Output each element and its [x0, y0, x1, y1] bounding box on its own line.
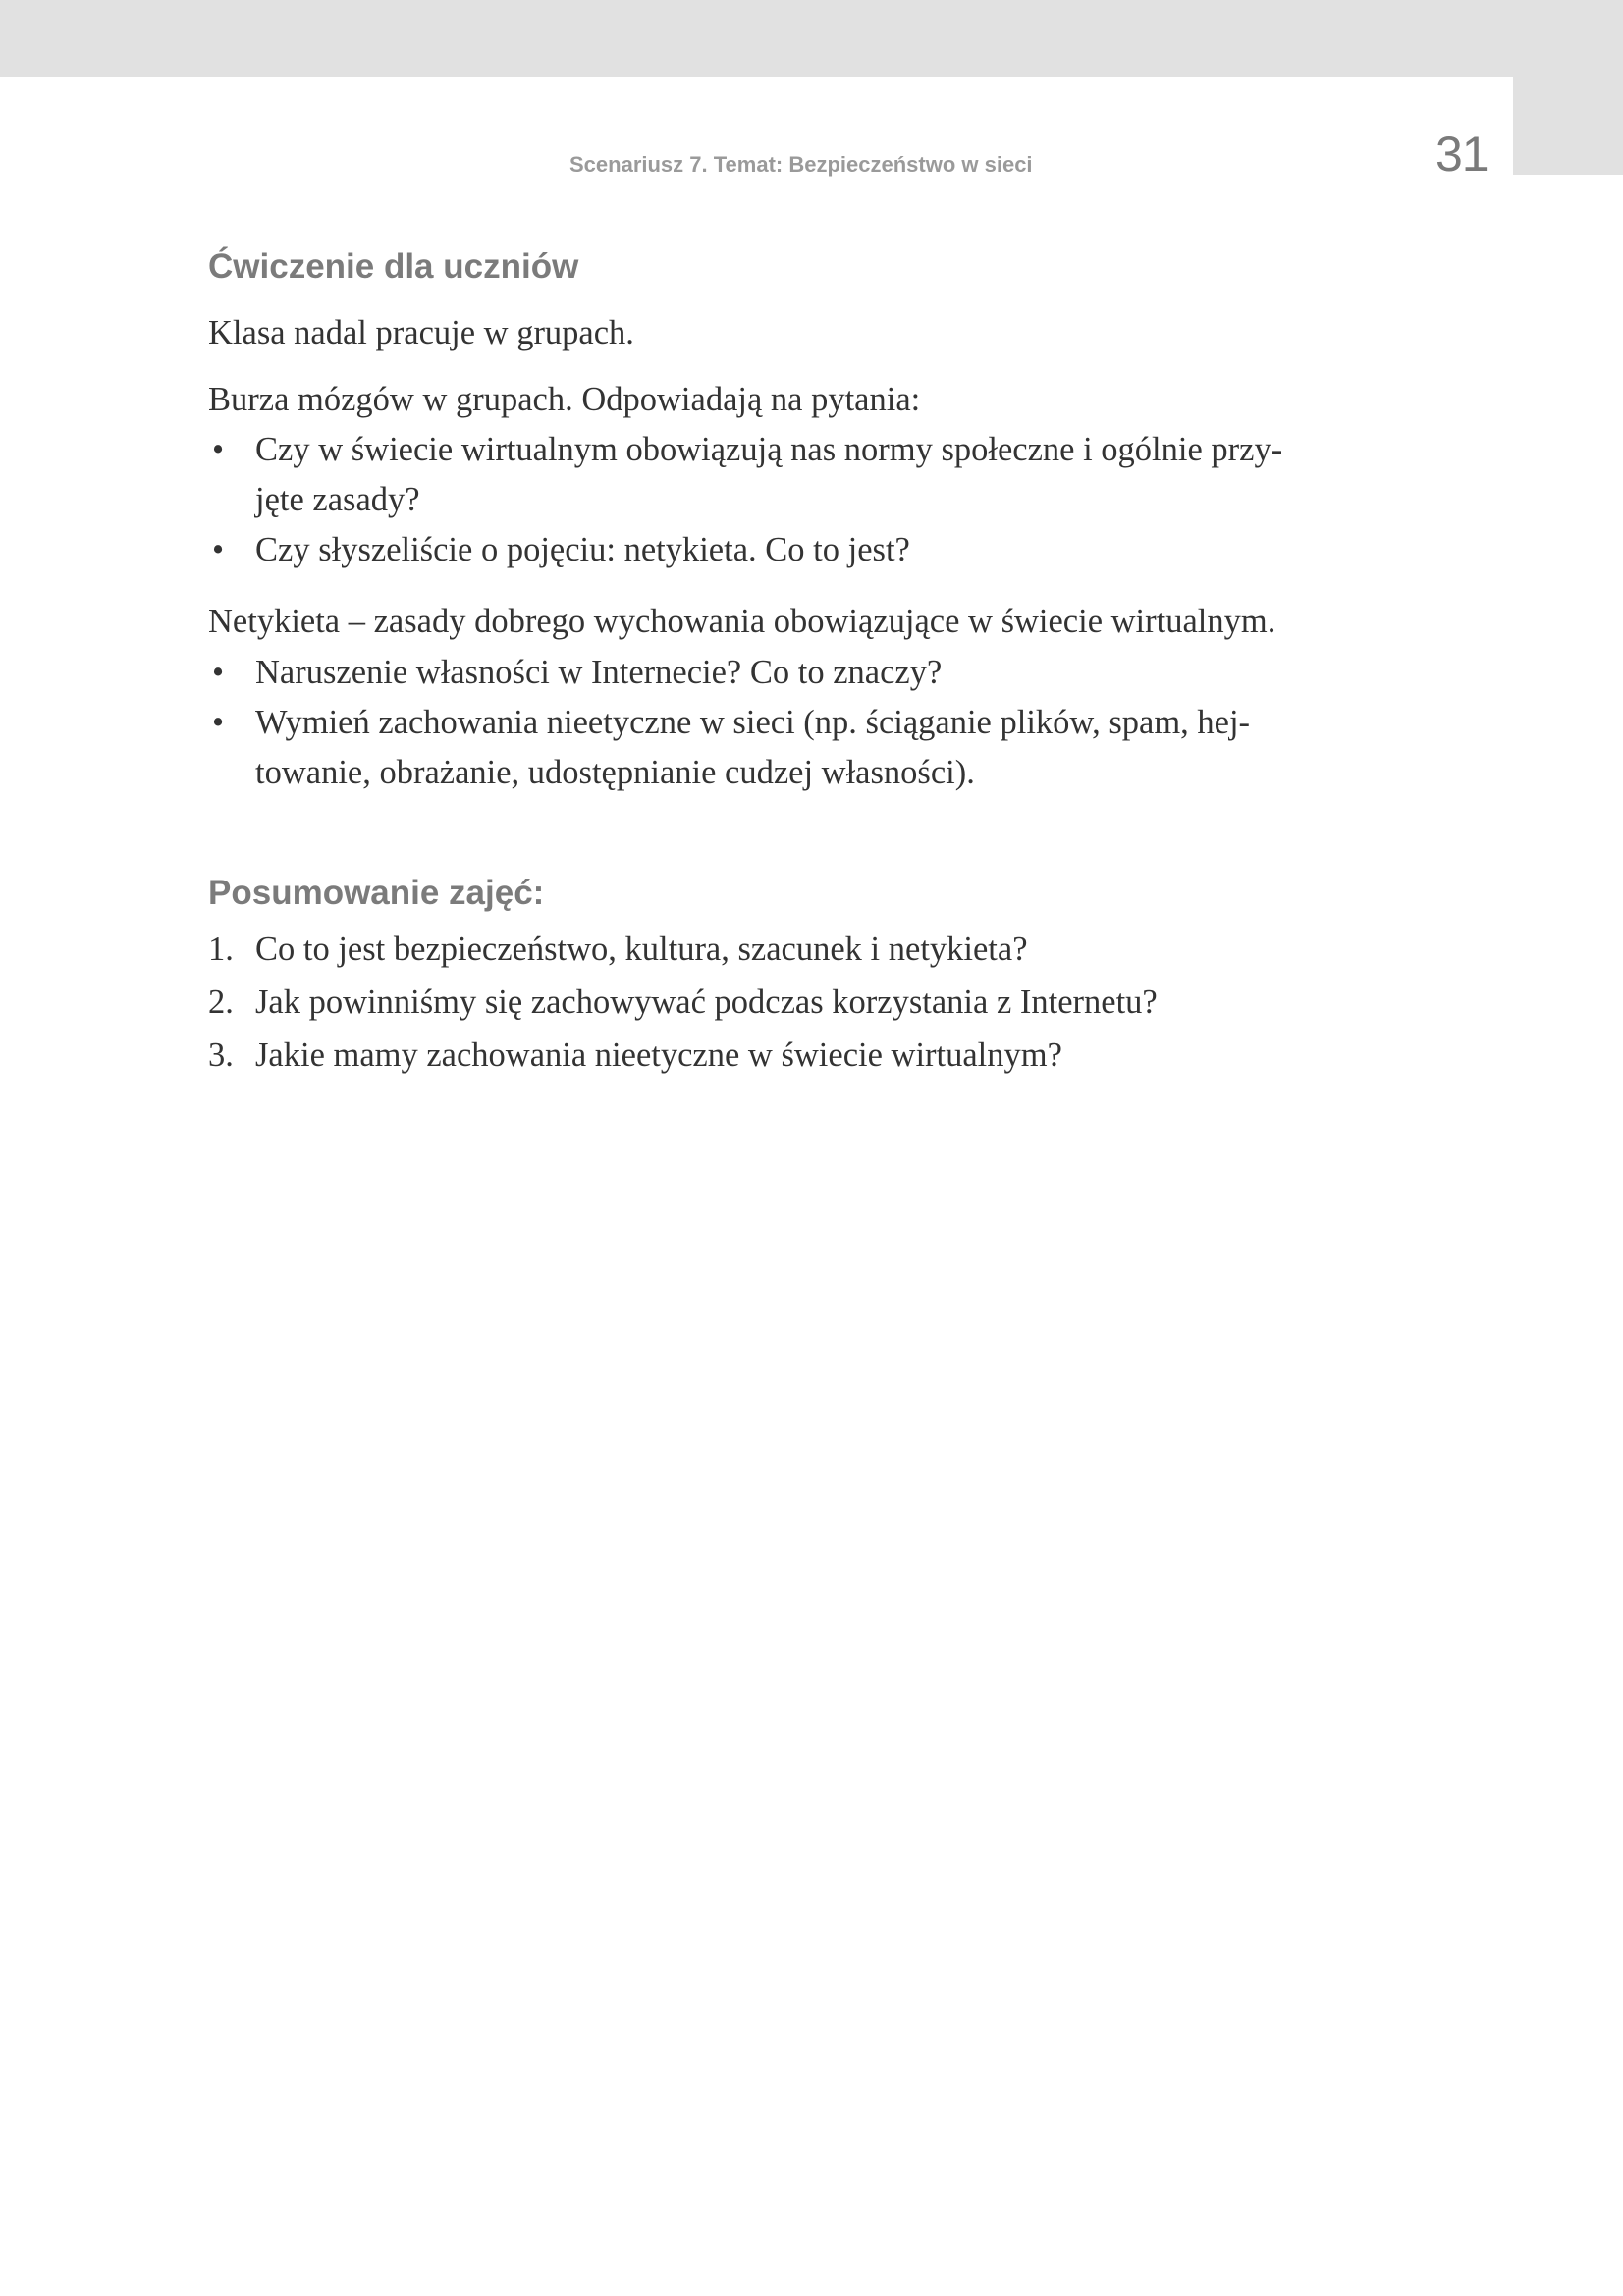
list-item: [208, 425, 1426, 525]
list-item: [208, 923, 1426, 976]
list-item-text: Naruszenie własności w Internecie? Co to znaczy?: [255, 654, 943, 691]
list-item-text: Czy słyszeliście o pojęciu: netykieta. Co to jest?: [255, 531, 910, 568]
bullet-list-behaviors: [208, 648, 1426, 798]
page-corner-tab: [1513, 77, 1623, 175]
bullet-icon: •: [212, 704, 225, 741]
numbered-list-summary: [208, 923, 1426, 1082]
list-item: [208, 648, 1426, 698]
top-band: [0, 0, 1623, 77]
list-number: 2.: [208, 984, 234, 1021]
list-item-text-continued: jęte zasady?: [255, 481, 420, 518]
list-item-text: Czy w świecie wirtualnym obowiązują nas normy społeczne i ogólnie przy-: [255, 431, 1283, 468]
list-item-text: Wymień zachowania nieetyczne w sieci (np. ściąganie plików, spam, hej-: [255, 704, 1251, 741]
list-item-text: Jak powinniśmy się zachowywać podczas korzystania z Internetu?: [255, 984, 1158, 1021]
list-item-text: Jakie mamy zachowania nieetyczne w świecie wirtualnym?: [255, 1037, 1062, 1074]
paragraph-brainstorm: Burza mózgów w grupach. Odpowiadają na pytania:: [208, 381, 921, 418]
section-heading-exercise: Ćwiczenie dla uczniów: [208, 247, 579, 286]
list-item: [208, 1029, 1426, 1082]
paragraph-netiquette-definition: Netykieta – zasady dobrego wychowania obowiązujące w świecie wirtualnym.: [208, 603, 1276, 640]
list-item: [208, 976, 1426, 1029]
list-item: [208, 698, 1426, 798]
list-number: 1.: [208, 931, 234, 968]
list-item-text-continued: towanie, obrażanie, udostępnianie cudzej własności).: [255, 754, 975, 791]
section-heading-summary: Posumowanie zajęć:: [208, 874, 545, 912]
bullet-icon: •: [212, 431, 225, 468]
list-item: [208, 525, 1426, 575]
bullet-icon: •: [212, 654, 225, 691]
paragraph-groups: Klasa nadal pracuje w grupach.: [208, 314, 634, 351]
page-number: 31: [1435, 127, 1488, 182]
bullet-icon: •: [212, 531, 225, 568]
list-item-text: Co to jest bezpieczeństwo, kultura, szacunek i netykieta?: [255, 931, 1028, 968]
list-number: 3.: [208, 1037, 234, 1074]
running-head: Scenariusz 7. Temat: Bezpieczeństwo w sieci: [569, 152, 1033, 177]
bullet-list-questions: [208, 425, 1426, 575]
